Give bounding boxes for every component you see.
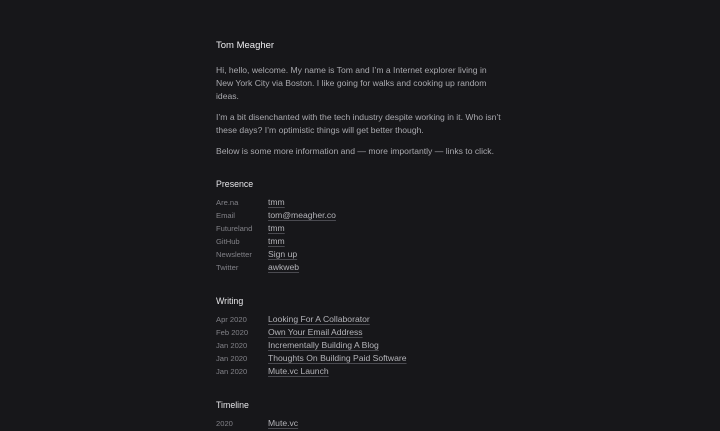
intro-paragraph-3: Below is some more information and — more importantly — links to click. [216, 146, 494, 156]
presence-row-arena [216, 197, 506, 210]
writing-title: Writing [216, 296, 244, 306]
presence-row-twitter [216, 262, 506, 275]
intro-paragraph-2: I’m a bit disenchanted with the tech industry despite working in it. Who isn’t these days? I’m optimistic things will get better though. [216, 112, 501, 135]
timeline-section [216, 399, 506, 431]
presence-label: GitHub [216, 237, 240, 246]
writing-row [216, 327, 506, 340]
presence-title: Presence [216, 179, 254, 189]
post-link[interactable]: Incrementally Building A Blog [268, 340, 379, 350]
post-link[interactable]: Own Your Email Address [268, 327, 363, 337]
presence-section [216, 178, 506, 275]
writing-row [216, 353, 506, 366]
newsletter-signup-link[interactable]: Sign up [268, 249, 298, 259]
timeline-year: 2020 [216, 419, 233, 428]
presence-row-newsletter [216, 249, 506, 262]
presence-label: Email [216, 211, 235, 220]
presence-row-email [216, 210, 506, 223]
presence-label: Are.na [216, 198, 239, 207]
timeline-row [216, 418, 506, 431]
writing-section [216, 295, 506, 379]
presence-label: Futureland [216, 224, 253, 233]
writing-row [216, 340, 506, 353]
email-link[interactable]: tom@meagher.co [268, 210, 336, 220]
main-content [216, 40, 506, 431]
post-link[interactable]: Mute.vc Launch [268, 366, 329, 376]
post-date: Jan 2020 [216, 367, 248, 376]
github-link[interactable]: tmm [268, 236, 285, 246]
presence-row-futureland [216, 223, 506, 236]
presence-label: Newsletter [216, 250, 252, 259]
presence-label: Twitter [216, 263, 239, 272]
writing-row [216, 366, 506, 379]
post-link[interactable]: Thoughts On Building Paid Software [268, 353, 407, 363]
twitter-link[interactable]: awkweb [268, 262, 300, 272]
intro-paragraph-1: Hi, hello, welcome. My name is Tom and I’m a Internet explorer living in New York City via Boston. I like going for walks and cooking up random ideas. [216, 65, 487, 101]
arena-link[interactable]: tmm [268, 197, 285, 207]
post-date: Feb 2020 [216, 328, 249, 337]
writing-row [216, 314, 506, 327]
timeline-link[interactable]: Mute.vc [268, 418, 299, 428]
post-link[interactable]: Looking For A Collaborator [268, 314, 370, 324]
page-title: Tom Meagher [216, 40, 275, 51]
post-date: Apr 2020 [216, 315, 247, 324]
post-date: Jan 2020 [216, 354, 248, 363]
presence-row-github [216, 236, 506, 249]
timeline-title: Timeline [216, 400, 249, 410]
futureland-link[interactable]: tmm [268, 223, 285, 233]
post-date: Jan 2020 [216, 341, 248, 350]
